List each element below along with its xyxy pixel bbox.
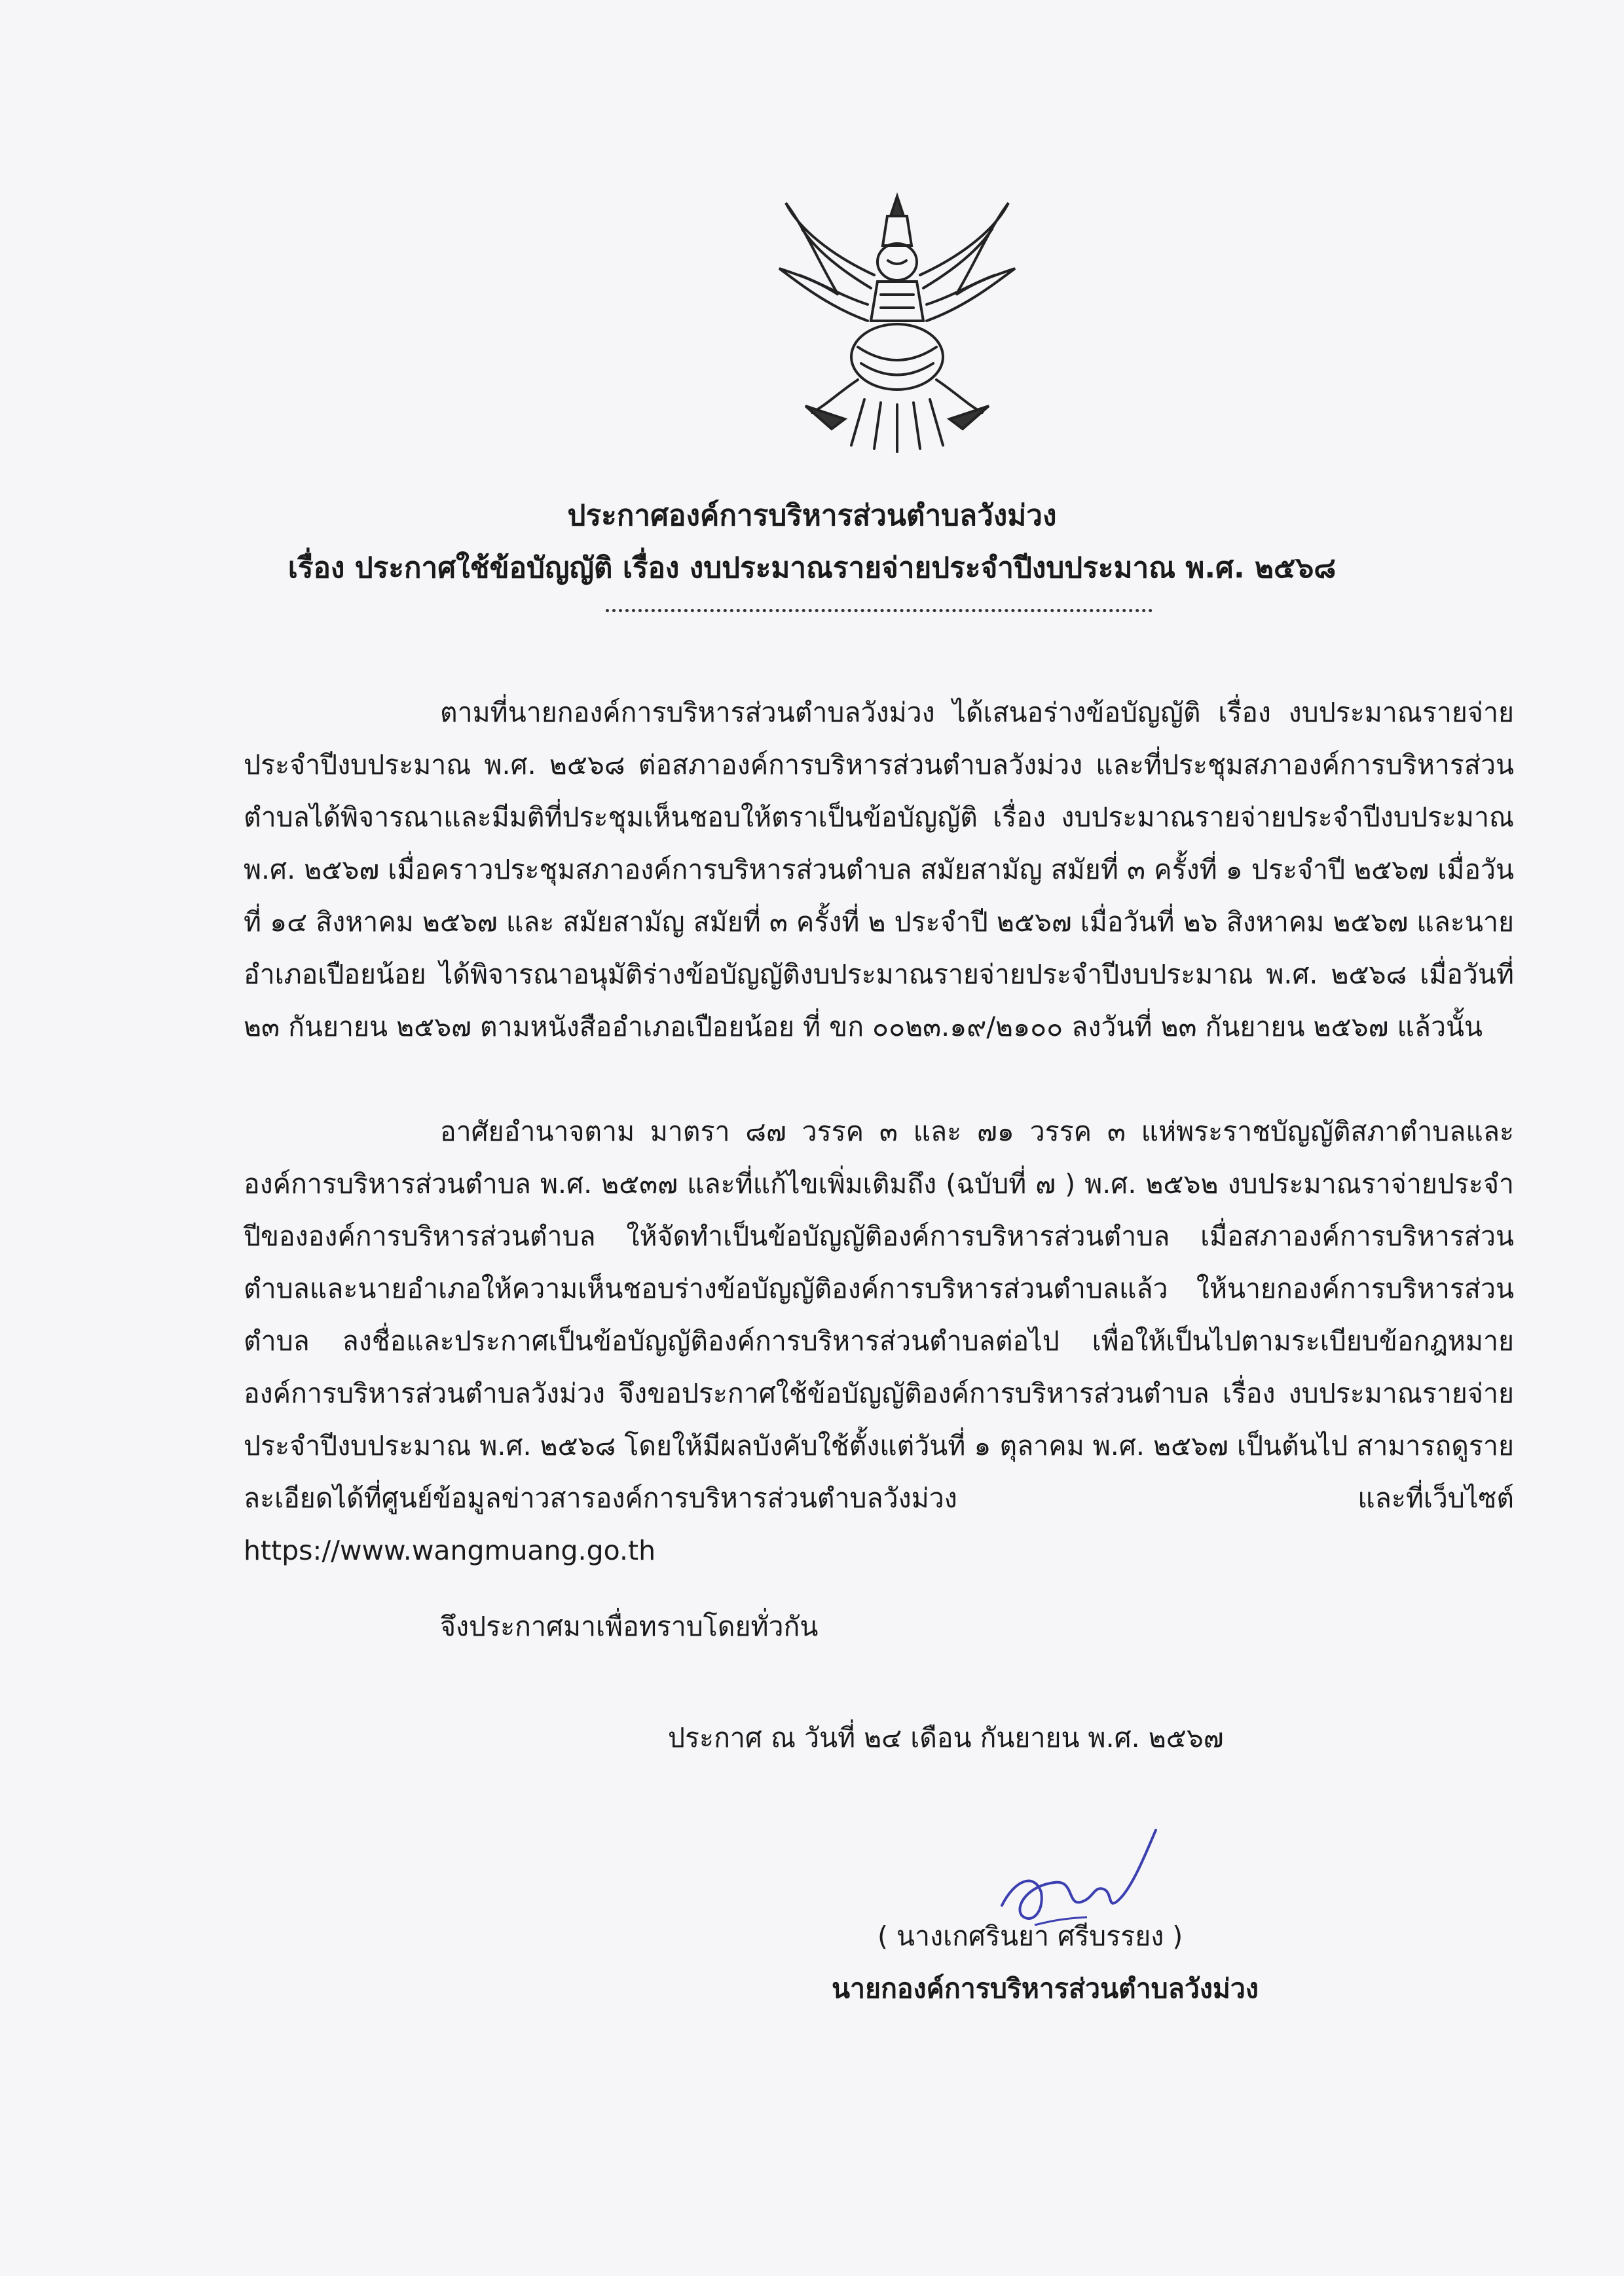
closing-statement: จึงประกาศมาเพื่อทราบโดยทั่วกัน — [440, 1611, 819, 1642]
document-title: ประกาศองค์การบริหารส่วนตำบลวังม่วง — [567, 499, 1057, 532]
announcement-date: ประกาศ ณ วันที่ ๒๔ เดือน กันยายน พ.ศ. ๒๕๖๗ — [668, 1722, 1224, 1753]
document-subject: เรื่อง ประกาศใช้ข้อบัญญัติ เรื่อง งบประมาณรายจ่ายประจำปีงบประมาณ พ.ศ. ๒๕๖๘ — [287, 551, 1337, 585]
garuda-emblem-icon — [760, 183, 1035, 458]
body-paragraph-2: อาศัยอำนาจตาม มาตรา ๘๗ วรรค ๓ และ ๗๑ วรรค ๓ แห่พระราชบัญญัติสภาตำบลและองค์การบริหารส่วนตำบล พ.ศ. ๒๕๓๗ และที่แก้ไขเพิ่มเติมถึง (ฉบับที่ ๗ ) พ.ศ. ๒๕๖๒ งบประมาณราจ่ายประจำปีขององค์การบริหารส่วนตำบล ให้จัดทำเป็นข้อบัญญัติองค์การบริหารส่วนตำบล เมื่อสภาองค์การบริหารส่วนตำบลและนายอำเภอให้ความเห็นชอบร่างข้อบัญญัติองค์การบริหารส่วนตำบลแล้ว ให้นายกองค์การบริหารส่วนตำบล ลงชื่อและประกาศเป็นข้อบัญญัติองค์การบริหารส่วนตำบลต่อไป เพื่อให้เป็นไปตามระเบียบข้อกฎหมาย องค์การบริหารส่วนตำบลวังม่วง จึงขอประกาศใช้ข้อบัญญัติองค์การบริหารส่วนตำบล เรื่อง งบประมาณรายจ่ายประจำปีงบประมาณ พ.ศ. ๒๕๖๘ โดยให้มีผลบังคับใช้ตั้งแต่วันที่ ๑ ตุลาคม พ.ศ. ๒๕๖๗ เป็นต้นไป สามารถดูรายละเอียดได้ที่ศูนย์ข้อมูลข่าวสารองค์การบริหารส่วนตำบลวังม่วง และที่เว็บไซต์ https://www.wangmuang.go.th — [244, 1116, 1514, 1566]
dotted-divider — [606, 609, 1153, 612]
body-paragraph-1: ตามที่นายกองค์การบริหารส่วนตำบลวังม่วง ได้เสนอร่างข้อบัญญัติ เรื่อง งบประมาณรายจ่ายประจำปีงบประมาณ พ.ศ. ๒๕๖๘ ต่อสภาองค์การบริหารส่วนตำบลวังม่วง และที่ประชุมสภาองค์การบริหารส่วนตำบลได้พิจารณาและมีมติที่ประชุมเห็นชอบให้ตราเป็นข้อบัญญัติ เรื่อง งบประมาณรายจ่ายประจำปีงบประมาณ พ.ศ. ๒๕๖๗ เมื่อคราวประชุมสภาองค์การบริหารส่วนตำบล สมัยสามัญ สมัยที่ ๓ ครั้งที่ ๑ ประจำปี ๒๕๖๗ เมื่อวันที่ ๑๔ สิงหาคม ๒๕๖๗ และ สมัยสามัญ สมัยที่ ๓ ครั้งที่ ๒ ประจำปี ๒๕๖๗ เมื่อวันที่ ๒๖ สิงหาคม ๒๕๖๗ และนายอำเภอเปือยน้อย ได้พิจารณาอนุมัติร่างข้อบัญญัติงบประมาณรายจ่ายประจำปีงบประมาณ พ.ศ. ๒๕๖๘ เมื่อวันที่ ๒๓ กันยายน ๒๕๖๗ ตามหนังสืออำเภอเปือยน้อย ที่ ขก ๐๐๒๓.๑๙/๒๑๐๐ ลงวันที่ ๒๓ กันยายน ๒๕๖๗ แล้วนั้น — [244, 697, 1514, 1042]
signatory-position: นายกองค์การบริหารส่วนตำบลวังม่วง — [832, 1973, 1259, 2004]
signatory-name: ( นางเกศรินยา ศรีบรรยง ) — [877, 1920, 1183, 1952]
